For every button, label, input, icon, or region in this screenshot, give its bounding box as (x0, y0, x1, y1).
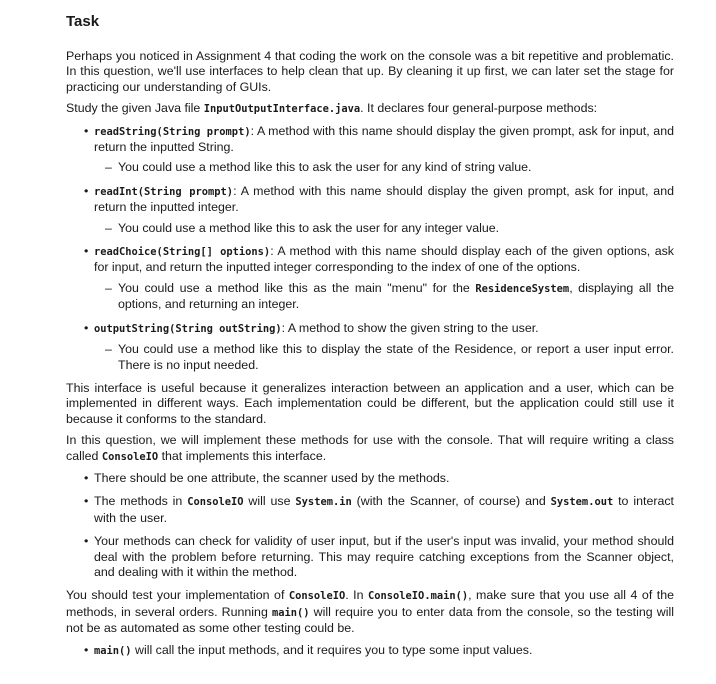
final-code: main() (94, 644, 132, 657)
method-item-readchoice (66, 244, 674, 313)
method-signature: outputString(String outString) (94, 322, 282, 335)
bullet-icon: • (84, 183, 89, 198)
method-description: : A method with this name should display each of the given options, ask for input, and return the inputted integer corresponding to the index of one of the options. (94, 244, 674, 275)
requirement-item (66, 534, 674, 580)
method-description: : A method with this name should display the given prompt, ask for input, and return the inputted integer. (94, 183, 674, 215)
requirement-text: The methods in (94, 494, 188, 509)
test-text: You should test your implementation of (66, 588, 289, 603)
requirement-text: will use (243, 494, 296, 509)
implement-pre: In this question, we will implement these methods for use with the console. That will require writing a class called (66, 433, 674, 463)
bullet-icon: • (84, 244, 89, 259)
intro-paragraph: Perhaps you noticed in Assignment 4 that coding the work on the console was a bit repetitive and problematic. In this question, we'll use interfaces to help clean that up. By cleaning it up first, we can later set the stage for practicing our understanding of GUIs. (66, 49, 674, 94)
bullet-icon: • (84, 123, 89, 138)
method-subitem (94, 221, 674, 236)
study-paragraph (66, 101, 674, 117)
requirement-code: System.out (550, 496, 614, 509)
method-item-readstring (66, 124, 674, 176)
test-paragraph (66, 588, 674, 636)
page-title: Task (66, 13, 100, 30)
method-item-readint (66, 184, 674, 236)
method-subitem-post: , displaying all the options, and returning an integer. (118, 280, 674, 312)
bullet-icon: • (84, 494, 89, 509)
test-code: ConsoleIO (288, 590, 346, 603)
study-file-code: InputOutputInterface.java (203, 103, 361, 116)
dash-icon: – (105, 342, 112, 357)
test-text: will require you to enter data from the console, so the testing will not be as automated as some other testing could be. (66, 604, 674, 636)
final-text: will call the input methods, and it requires you to type some input values. (131, 642, 533, 657)
method-subitem-code: ResidenceSystem (475, 282, 570, 295)
requirement-text: Your methods can check for validity of user input, but if the user's input was invalid, your method should deal with the problem before returning. This may require catching exceptions from the Scanner object, and dealing with it within the method. (94, 534, 674, 579)
test-code: ConsoleIO.main() (368, 590, 469, 603)
test-text: , make sure that you use all 4 of the methods, in several orders. Running (66, 588, 674, 619)
bullet-icon: • (84, 470, 89, 485)
final-item (66, 643, 674, 659)
method-subitem (94, 160, 674, 175)
test-code: main() (271, 606, 310, 619)
requirement-item (66, 494, 674, 526)
requirement-text: (with the Scanner, of course) and (351, 494, 551, 509)
bullet-icon: • (84, 534, 89, 549)
dash-icon: – (105, 160, 112, 175)
dash-icon: – (105, 280, 112, 295)
implement-post: that implements this interface. (158, 448, 327, 463)
requirement-code: System.in (295, 496, 352, 509)
study-post: . It declares four general-purpose methods: (360, 101, 598, 116)
method-subitem-text: You could use a method like this to ask the user for any integer value. (118, 220, 500, 235)
requirement-code: ConsoleIO (187, 496, 244, 509)
final-list (66, 643, 674, 659)
method-subitem-pre: You could use a method like this as the main "menu" for the (118, 280, 476, 295)
method-description: : A method to show the given string to the user. (281, 320, 539, 335)
method-item-outputstring (66, 321, 674, 373)
method-subitem (94, 342, 674, 373)
dash-icon: – (105, 220, 112, 235)
test-text: . In (345, 588, 369, 603)
method-subitem-text: You could use a method like this to ask the user for any kind of string value. (118, 160, 532, 175)
study-pre: Study the given Java file (66, 101, 204, 116)
method-subitem-text: You could use a method like this to display the state of the Residence, or report a user input error. There is no input needed. (118, 342, 674, 372)
method-signature: readInt(String prompt) (94, 185, 234, 198)
method-signature: readString(String prompt) (94, 125, 251, 138)
method-signature: readChoice(String[] options) (94, 246, 271, 259)
useful-paragraph: This interface is useful because it generalizes interaction between an application and a user, which can be implemented in different ways. Each implementation could be different, but the application could still use it because it conforms to the standard. (66, 380, 674, 426)
method-description: : A method with this name should display the given prompt, ask for input, and return the inputted String. (94, 123, 674, 155)
methods-list (66, 124, 674, 373)
requirement-text: There should be one attribute, the scanner used by the methods. (94, 470, 450, 485)
implement-code: ConsoleIO (101, 450, 159, 463)
bullet-icon: • (84, 320, 89, 335)
requirement-item (66, 471, 674, 486)
implement-paragraph (66, 433, 674, 465)
requirement-text: to interact with the user. (94, 494, 674, 525)
method-subitem (94, 281, 674, 313)
bullet-icon: • (84, 642, 89, 657)
requirements-list (66, 471, 674, 580)
